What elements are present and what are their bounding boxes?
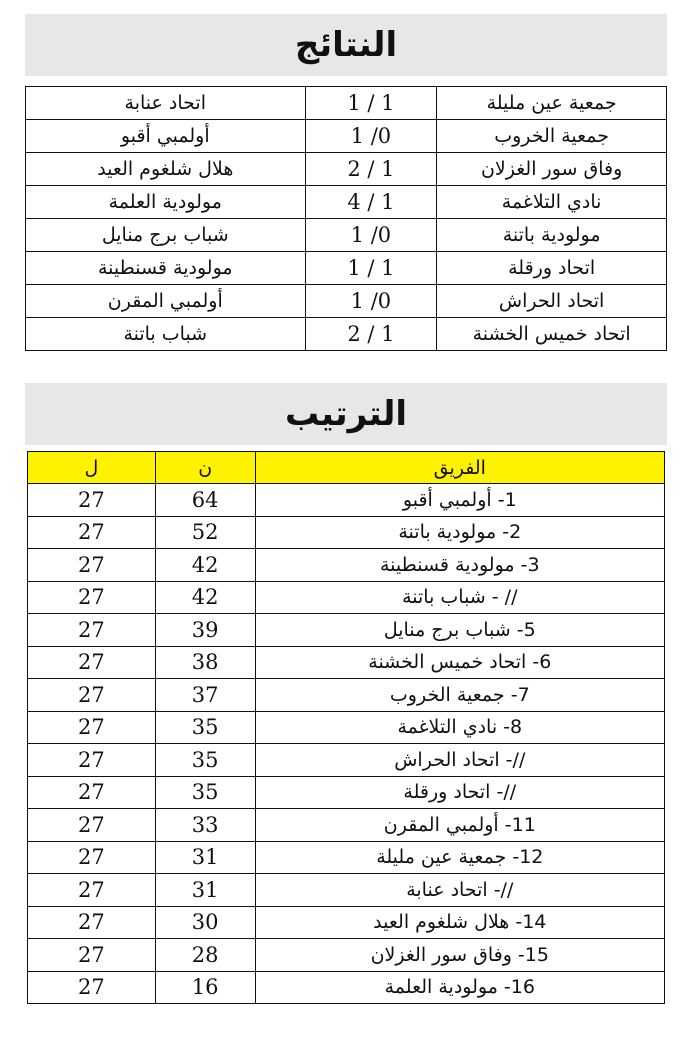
standings-row [28, 484, 665, 517]
team-name: 5- شباب برج منايل [255, 614, 664, 647]
match-score: 1 /0 [305, 219, 437, 252]
away-team: شباب باتنة [26, 318, 306, 351]
match-row [26, 120, 667, 153]
team-points: 37 [155, 679, 255, 712]
team-played: 27 [28, 484, 156, 517]
match-score: 2 / 1 [305, 153, 437, 186]
away-team: شباب برج منايل [26, 219, 306, 252]
header-played: ل [28, 452, 156, 484]
standings-table [27, 451, 665, 1004]
team-points: 64 [155, 484, 255, 517]
team-name: 1- أولمبي أقبو [255, 484, 664, 517]
team-name: 3- مولودية قسنطينة [255, 549, 664, 582]
away-team: أولمبي المقرن [26, 285, 306, 318]
team-name: //- اتحاد ورقلة [255, 776, 664, 809]
home-team: اتحاد خميس الخشنة [437, 318, 667, 351]
away-team: هلال شلغوم العيد [26, 153, 306, 186]
standings-row [28, 939, 665, 972]
standings-title [25, 383, 667, 445]
standings-row [28, 841, 665, 874]
team-points: 31 [155, 841, 255, 874]
team-name: 15- وفاق سور الغزلان [255, 939, 664, 972]
team-points: 35 [155, 744, 255, 777]
match-row [26, 318, 667, 351]
home-team: جمعية الخروب [437, 120, 667, 153]
team-points: 31 [155, 874, 255, 907]
standings-row [28, 906, 665, 939]
standings-row [28, 614, 665, 647]
team-points: 35 [155, 776, 255, 809]
standings-row [28, 874, 665, 907]
away-team: اتحاد عنابة [26, 87, 306, 120]
team-played: 27 [28, 711, 156, 744]
standings-row [28, 516, 665, 549]
team-points: 42 [155, 549, 255, 582]
team-played: 27 [28, 971, 156, 1004]
away-team: أولمبي أقبو [26, 120, 306, 153]
match-row [26, 285, 667, 318]
team-points: 30 [155, 906, 255, 939]
team-name: 11- أولمبي المقرن [255, 809, 664, 842]
home-team: وفاق سور الغزلان [437, 153, 667, 186]
team-played: 27 [28, 939, 156, 972]
home-team: جمعية عين مليلة [437, 87, 667, 120]
home-team: مولودية باتنة [437, 219, 667, 252]
results-title [25, 14, 667, 76]
team-played: 27 [28, 744, 156, 777]
standings-row [28, 744, 665, 777]
match-row [26, 87, 667, 120]
match-row [26, 153, 667, 186]
match-score: 1 /0 [305, 285, 437, 318]
match-row [26, 186, 667, 219]
match-score: 1 / 1 [305, 87, 437, 120]
team-played: 27 [28, 809, 156, 842]
match-score: 4 / 1 [305, 186, 437, 219]
standings-row [28, 711, 665, 744]
standings-row [28, 971, 665, 1004]
standings-row [28, 776, 665, 809]
home-team: نادي التلاغمة [437, 186, 667, 219]
standings-row [28, 646, 665, 679]
results-body [26, 87, 667, 351]
away-team: مولودية العلمة [26, 186, 306, 219]
team-points: 39 [155, 614, 255, 647]
team-points: 28 [155, 939, 255, 972]
standings-row [28, 549, 665, 582]
standings-row [28, 809, 665, 842]
away-team: مولودية قسنطينة [26, 252, 306, 285]
team-played: 27 [28, 841, 156, 874]
team-name: 6- اتحاد خميس الخشنة [255, 646, 664, 679]
team-played: 27 [28, 776, 156, 809]
home-team: اتحاد ورقلة [437, 252, 667, 285]
header-team: الفريق [255, 452, 664, 484]
team-points: 38 [155, 646, 255, 679]
home-team: اتحاد الحراش [437, 285, 667, 318]
team-played: 27 [28, 549, 156, 582]
team-played: 27 [28, 614, 156, 647]
standings-row [28, 679, 665, 712]
match-score: 1 /0 [305, 120, 437, 153]
results-title-text: النتائج [294, 25, 398, 65]
team-points: 35 [155, 711, 255, 744]
match-score: 1 / 1 [305, 252, 437, 285]
team-played: 27 [28, 906, 156, 939]
team-name: 16- مولودية العلمة [255, 971, 664, 1004]
results-table [25, 86, 667, 351]
team-name: //- اتحاد الحراش [255, 744, 664, 777]
team-name: 12- جمعية عين مليلة [255, 841, 664, 874]
header-points: ن [155, 452, 255, 484]
team-played: 27 [28, 874, 156, 907]
team-name: //- اتحاد عنابة [255, 874, 664, 907]
team-name: 8- نادي التلاغمة [255, 711, 664, 744]
team-points: 33 [155, 809, 255, 842]
team-points: 52 [155, 516, 255, 549]
team-played: 27 [28, 679, 156, 712]
match-row [26, 219, 667, 252]
team-name: 14- هلال شلغوم العيد [255, 906, 664, 939]
standings-header-row [28, 452, 665, 484]
team-name: 2- مولودية باتنة [255, 516, 664, 549]
team-played: 27 [28, 646, 156, 679]
match-score: 2 / 1 [305, 318, 437, 351]
team-played: 27 [28, 581, 156, 614]
standings-body [28, 484, 665, 1004]
team-name: // - شباب باتنة [255, 581, 664, 614]
team-points: 16 [155, 971, 255, 1004]
match-row [26, 252, 667, 285]
team-points: 42 [155, 581, 255, 614]
standings-title-text: الترتيب [284, 394, 408, 434]
standings-row [28, 581, 665, 614]
team-name: 7- جمعية الخروب [255, 679, 664, 712]
team-played: 27 [28, 516, 156, 549]
